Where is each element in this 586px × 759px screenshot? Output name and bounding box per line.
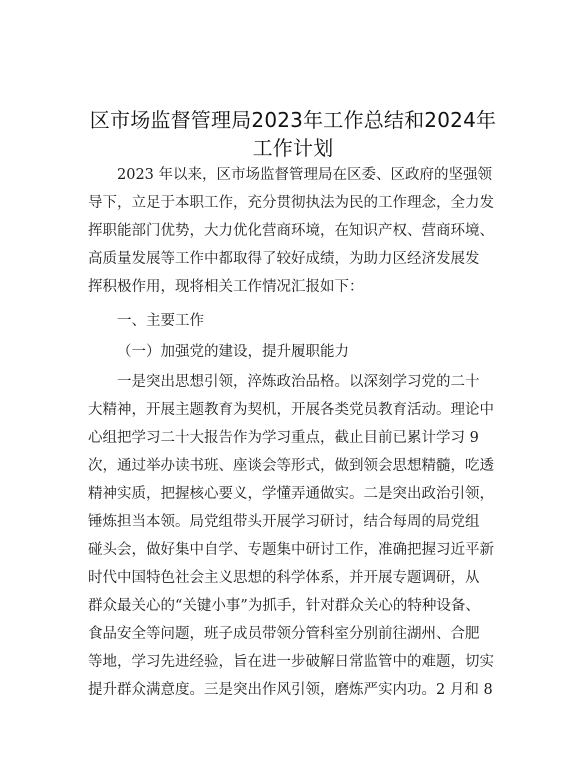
- paragraph-line: 精神实质，把握核心要义，学懂弄通做实。二是突出政治引领，: [88, 486, 494, 502]
- paragraph-line: 次，通过举办读书班、座谈会等形式，做到领会思想精髓，吃透: [88, 458, 494, 474]
- document-title-line-2: 工作计划: [252, 136, 334, 160]
- paragraph-line: 心组把学习二十大报告作为学习重点，截止目前已累计学习 9: [88, 430, 479, 446]
- intro-line: 挥积极作用，现将相关工作情况汇报如下：: [88, 279, 364, 295]
- intro-line: 导下，立足于本职工作，充分贯彻执法为民的工作理念，全力发: [88, 195, 494, 211]
- intro-line: 挥职能部门优势，大力优化营商环境，在知识产权、营商环境、: [88, 223, 494, 239]
- section-heading: 一、主要工作: [117, 313, 204, 329]
- paragraph-line: 锤炼担当本领。局党组带头开展学习研讨，结合每周的局党组: [88, 514, 480, 530]
- subsection-heading: （一）加强党的建设，提升履职能力: [117, 344, 349, 360]
- paragraph-line: 一是突出思想引领，淬炼政治品格。以深刻学习党的二十: [117, 374, 480, 390]
- paragraph-line: 提升群众满意度。三是突出作风引领，磨炼严实内功。2 月和 8: [88, 682, 493, 698]
- paragraph-line: 碰头会，做好集中自学、专题集中研讨工作，准确把握习近平新: [88, 542, 494, 558]
- intro-line: 高质量发展等工作中都取得了较好成绩，为助力区经济发展发: [88, 251, 480, 267]
- paragraph-line: 大精神，开展主题教育为契机，开展各类党员教育活动。理论中: [88, 402, 494, 418]
- paragraph-line: 食品安全等问题，班子成员带领分管科室分别前往湖州、合肥: [88, 626, 480, 642]
- paragraph-line: 时代中国特色社会主义思想的科学体系，并开展专题调研，从: [88, 570, 480, 586]
- intro-line: 2023 年以来，区市场监督管理局在区委、区政府的坚强领: [117, 167, 493, 183]
- paragraph-line: 群众最关心的“关键小事”为抓手，针对群众关心的特种设备、: [88, 598, 480, 614]
- paragraph-line: 等地，学习先进经验，旨在进一步破解日常监管中的难题，切实: [88, 654, 494, 670]
- document-title-line-1: 区市场监督管理局2023年工作总结和2024年: [89, 108, 497, 132]
